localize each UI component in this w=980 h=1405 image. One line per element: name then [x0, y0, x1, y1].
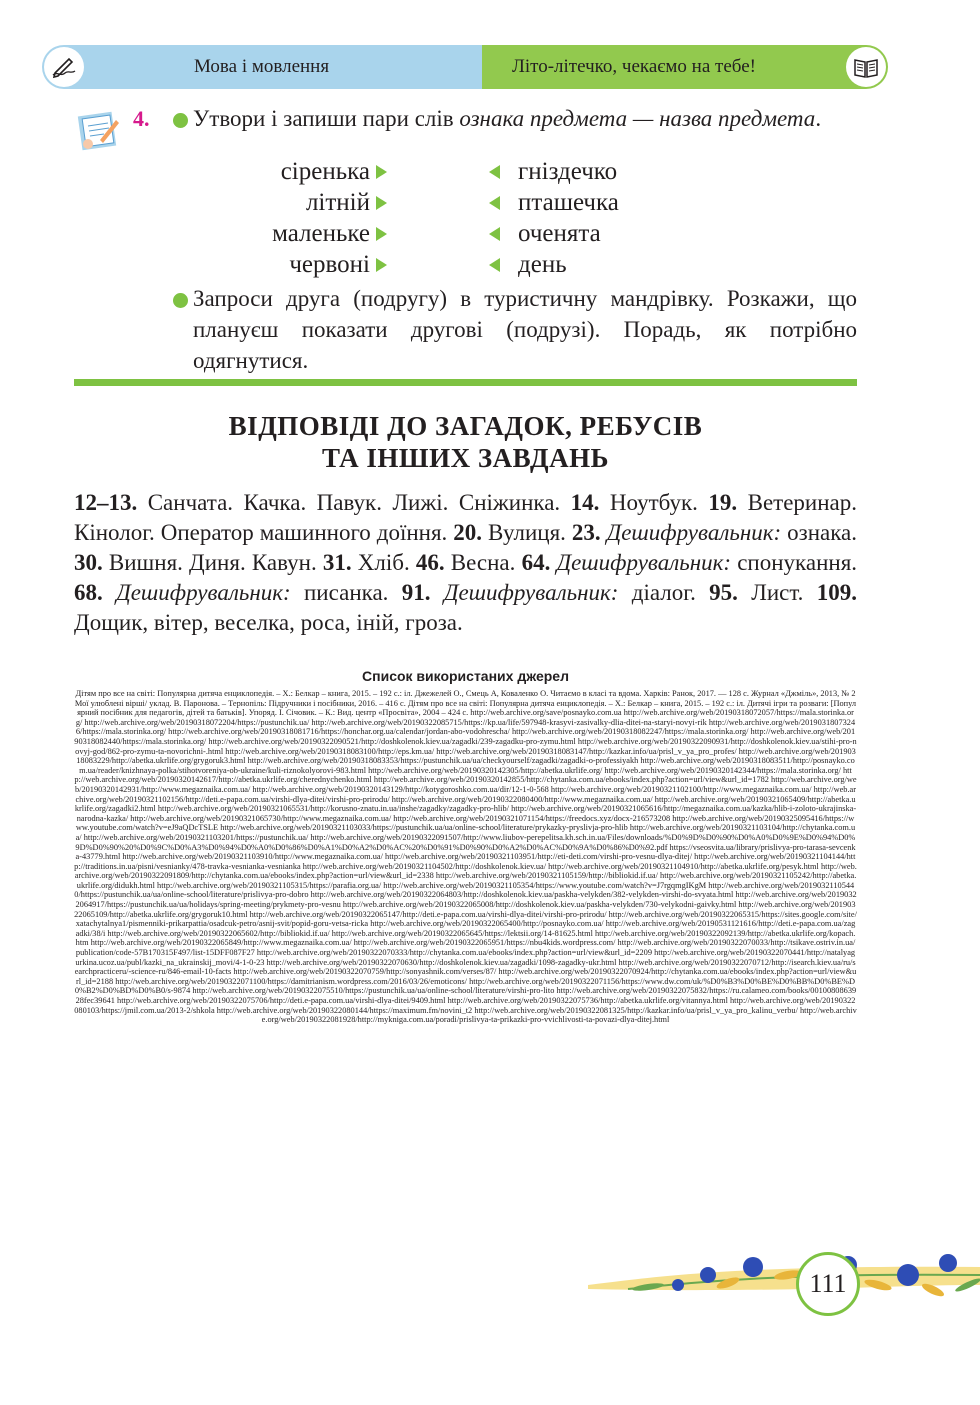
- answer-number: 46.: [415, 550, 445, 575]
- instruction-text: Утвори і запиши пари слів: [193, 106, 454, 131]
- green-bullet-icon: [173, 113, 188, 128]
- answers-text: [74, 488, 857, 638]
- answer-text: спонукання.: [737, 550, 858, 575]
- arrow-right-icon: [376, 258, 387, 272]
- answer-number: 14.: [570, 490, 600, 515]
- header-left-title: Мова і мовлення: [194, 56, 330, 77]
- answer-text: діалог.: [631, 580, 696, 605]
- answer-text: Вишня. Диня. Кавун.: [108, 550, 317, 575]
- instruction-end: .: [815, 106, 822, 131]
- answer-text: Ветеринар. Кінолог. Оператор машинного доїння.: [74, 490, 857, 545]
- answer-italic: Дешифрувальник:: [443, 580, 619, 605]
- pair-left-word: маленьке: [272, 220, 370, 247]
- pair-right-word: оченята: [518, 220, 601, 247]
- answer-number: 109.: [816, 580, 858, 605]
- answer-number: 23.: [571, 520, 601, 545]
- green-bullet-icon: [173, 293, 188, 308]
- answer-text: Санчата. Качка. Павук. Лижі. Сніжинка.: [147, 490, 561, 515]
- arrow-right-icon: [376, 196, 387, 210]
- pair-left-word: червоні: [289, 251, 370, 278]
- task-instruction: [193, 103, 857, 134]
- notebook-writing-icon: [74, 110, 120, 152]
- flower-ornament-icon: [588, 1245, 980, 1320]
- answer-text: ознака.: [787, 520, 857, 545]
- pen-writing-icon: [44, 47, 84, 87]
- pair-left-word: сіренька: [280, 158, 370, 185]
- answers-title: [74, 410, 857, 474]
- answer-italic: Дешифрувальник:: [556, 550, 732, 575]
- answer-number: 91.: [401, 580, 431, 605]
- answer-number: 31.: [322, 550, 352, 575]
- answer-text: Хліб.: [357, 550, 410, 575]
- answer-number: 20.: [453, 520, 482, 545]
- page-number: 111: [796, 1252, 860, 1316]
- answer-text: Дощик, вітер, веселка, роса, іній, гроза.: [74, 610, 463, 635]
- header-right-title: Літо-літечко, чекаємо на тебе!: [512, 56, 756, 77]
- answers-title-line-2: ТА ІНШИХ ЗАВДАНЬ: [322, 443, 609, 473]
- instruction-italic: ознака предмета — назва предмета: [459, 106, 816, 131]
- section-divider: [74, 379, 857, 386]
- answer-number: 12–13.: [74, 490, 138, 515]
- arrow-left-icon: [489, 227, 500, 241]
- arrow-right-icon: [376, 227, 387, 241]
- pair-left-word: літній: [305, 189, 370, 216]
- page-header: [42, 45, 888, 89]
- sources-title: Список використаних джерел: [362, 668, 569, 684]
- answer-number: 64.: [521, 550, 551, 575]
- header-section-right: [482, 45, 888, 89]
- answer-italic: Дешифрувальник:: [606, 520, 782, 545]
- header-section-left: [42, 45, 482, 89]
- answer-text: Вулиця.: [487, 520, 566, 545]
- sources-list: Дітям про все на світі: Популярна дитяча енциклопедія. – Х.: Белкар – книга, 2015. – 192 с.: іл. Джежелей О., Смець А, Коваленко О. Читаємо в класі та вдома. Харків: Ранок, 2017. — 128 с. Журнал «Джміль», 2013, № 2 Мої улюблені вірші/ уклад. В. Паронова. – Тернопіль: Підручники і посібники, 2016. – 416 с. Дітям про все на світі: Популярна дитяча енциклопедія. – Х.: Белкар – книга, 2015. – 192 с.: іл. Дитячі ігри та розваги: [Популярний посібник для педагогів, дітей та батьків]. Упоряд. І. Січовик. – К.: Вид. центр «Просвіта», 2004 – 424 с. http://web.archive.org/save/posnayko.com.ua http://web.archive.org/web/20190318072057/https://mala.storinka.org/ http://web.archive.org/web/20190318072204/https://pustunchik.ua/ http://web.archive.org/web/20190322085715/https://kp.ua/life/597948-krasyvi-zasivalky-dlia-ditei-na-staryi-novyi-rik http://web.archive.org/web/20190318073246/https://mala.storinka.org/ http://web.archive.org/web/20190318081716/https://honchar.org.ua/calendar/jordan-abo-vodohrescha/ http://web.archive.org/web/20190318082247/https://mala.storinka.org/ http://web.archive.org/web/20190318082440/https://mala.storinka.org/ http://web.archive.org/web/20190322090521/http://doshkolenok.kiev.ua/zagadki/239-zagadku-pro-zymu.html http://web.archive.org/web/20190322090931/http://doshkolenok.kiev.ua/stihi-pro-novyj-god/862-pro-zymu-ta-novorichni-.html http://web.archive.org/web/20190318083100/http://eps.km.ua/ http://web.archive.org/web/20190318083147/http://kazkar.info/ua/prisl_v_ya_pro_profes/ http://web.archive.org/web/20190318083229/http://abetka.ukrlife.org/grygoruk3.html http://web.archive.org/web/20190318083353/https://pustunchik.ua/ua/checkyourself/zagadki/zagadki-o-professiyakh http://web.archive.org/web/20190318083511/http://posnayko.com.ua/reader/knizhnaya-polka/stihotvoreniya-ob-ukraine/kuli-riznokolyorovi-983.html http://web.archive.org/web/20190320142305/http://abetka.ukrlife.org/ http://web.archive.org/web/20190320142344/https://mala.storinka.org/ http://web.archive.org/web/20190320142617/http://abetka.ukrlife.org/cherednychenko.html http://web.archive.org/web/20190320142855/http://chytanka.com.ua/ebooks/index.php?action=url/view&url_id=1782 http://web.archive.org/web/20190320142931/http://www.megaznaika.com.ua/ http://web.archive.org/web/20190320143129/http://kotygoroshko.com.ua/dir/12-1-0-568 http://web.archive.org/web/20190321102100/http://www.megaznaika.com.ua/ http://web.archive.org/web/20190321102156/http://deti.e-papa.com.ua/virshi-dlya-ditei/virshi-pro-prirodu/ http://web.archive.org/web/20190322080400/http://www.megaznaika.com.ua/ http://web.archive.org/web/20190321065409/http://abetka.ukrlife.org/zagadki2.html http://web.archive.org/web/20190321065531/http://korusno-znatu.in.ua/inshe/zagadky/zagadky-pro-hlib/ http://web.archive.org/web/20190321065616/http://megaznaika.com.ua/kazka/hlib-i-zoloto-ukrajinska-narodna-kazka/ http://web.archive.org/web/20190321065730/http://www.megaznaika.com.ua/ http://web.archive.org/web/20190321071154/https://freedocs.xyz/docx-216573208 http://web.archive.org/web/20190325095416/https://www.youtube.com/watch?v=eJ9aQDcTSLE http://web.archive.org/web/20190321103033/https://pustunchik.ua/ua/online-school/literature/prykazky-pryslivja-pro-hlib http://web.archive.org/web/20190321103104/http://chytanka.com.ua/ http://web.archive.org/web/20190321103201/https://pustunchik.ua/ http://web.archive.org/web/20190322091507/http://www.liubov-perepelitsa.kh.sch.in.ua/Files/downloads/%D0%9D%D0%90%D0%A0%D0%9E%D0%94%D0%9D%D0%90%20%D0%9C%D0%A3%D0%94%D0%A0%D0%86%D0%A1%D0%A2%D0%AC%20%D0%91%D0%90%D0%A2%D0%AC%D0%9A%D0%86%D0%92.pdf https://vseosvita.ua/library/prislivya-pro-tarasa-sevcenka-43779.html http://web.archive.org/web/20190321103910/http://www.megaznaika.com.ua/ http://web.archive.org/web/20190321103951/http://eti-deti.com/virshi-pro-vesnu-dlya-ditej/ http://web.archive.org/web/20190321104144/http://traditions.in.ua/pisni/vesnianky/478-travka-vesnianka-vesnianka http://web.archive.org/web/20190321104502/http://doshkolenok.kiev.ua/ http://web.archive.org/web/20190321104910/http://abetka.ukrlife.org/pesyk.html http://web.archive.org/web/20190322091809/http://chytanka.com.ua/ebooks/index.php?action=url/view&url_id=2338 http://web.archive.org/web/20190321105159/http://bibliokid.if.ua/ http://web.archive.org/web/20190321105242/http://abetka.ukrlife.org/didukh.html http://web.archive.org/web/20190321105315/https://parafia.org.ua/ http://web.archive.org/web/20190321105354/https://www.youtube.com/watch?v=J7rgqmgIKgM http://web.archive.org/web/20190321105440/https://pustunchik.ua/ua/online-school/literature/prislivya-pro-dobro http://web.archive.org/web/20190322064803/http://doshkolenok.kiev.ua/paskha-velykden/382-velykden-virshi-do-svyata.html http://web.archive.org/web/20190322064917/https://pustunchik.ua/ua/holidays/spring-meeting/prykmety-pro-vesnu http://web.archive.org/web/20190322065008/http://doshkolenok.kiev.ua/paskha-velykden/730-velykodni-gaivky.html http://web.archive.org/web/20190322065109/http://abetka.ukrlife.org/grygoruk10.html http://web.archive.org/web/20190322065147/http://deti.e-papa.com.ua/virshi-dlya-ditei/virshi-pro-prirodu/ http://web.archive.org/web/20190322065315/https://sites.google.com/site/xatachytalnya1/pismenniki-prikarpattia/osadcuk-petro/asnij-svit/popid-goru-vetsa-ricka http://web.archive.org/web/20190322065400/http://posnayko.com.ua/ http://web.archive.org/web/20190531121616/http://deti.e-papa.com.ua/zagadki/38/i http://web.archive.org/web/20190322065602/http://bibliokid.if.ua/ http://web.archive.org/web/20190322065645/https://lektsii.org/14-81625.html http://web.archive.org/web/20190322092139/http://abetka.ukrlife.org/kopach.htm http://web.archive.org/web/20190322065849/http://www.megaznaika.com.ua/ http://web.archive.org/web/20190322065951/https://nbu4kids.wordpress.com/ http://web.archive.org/web/20190322070033/http://tsikave.ostriv.in.ua/publication/code-57B170315F497/list-15DFF087F27 http://web.archive.org/web/20190322070333/http://chytanka.com.ua/ebooks/index.php?action=url/view&url_id=2209 http://web.archive.org/web/20190322070441/http://natalyagurkina.ucoz.ua/publ/kazki_na_ukrainskij_movi/4-1-0-23 http://web.archive.org/web/20190322070630/http://doshkolenok.kiev.ua/zagadki/1098-zagadky-ukr.html http://web.archive.org/web/20190322070712/http://isearch.kiev.ua/ru/searchpracticeru/-science-ru/846-email-10-facts http://web.archive.org/web/20190322070759/http://sonyashnik.com/verses/87/ http://web.archive.org/web/20190322070924/http://chytanka.com.ua/ebooks/index.php?action=url/view&url_id=2188 http://web.archive.org/web/20190322071100/https://damitrianism.wordpress.com/2016/03/26/emoticons/ http://web.archive.org/web/20190322071156/https://www.dw.com/uk/%D0%B3%D0%BE%D0%BB%D0%BE%D0%B2%D0%BD%D0%B0/s-9874 http://web.archive.org/web/20190322075510/https://pustunchik.ua/ua/online-school/literature/virshi-pro-lito http://web.archive.org/web/20190322075832/https://ru.calameo.com/books/0010080863928fec39641 http://web.archive.org/web/20190322075706/http://deti.e-papa.com.ua/virshi-dlya-ditei/9409.html http://web.archive.org/web/20190322075736/http://abetka.ukrlife.org/vitannya.html http://web.archive.org/web/20190322080103/https://jmil.com.ua/2013-2/shkola http://web.archive.org/web/20190322080144/https://maximum.fm/novini_t2 http://web.archive.org/web/20190322081325/http://kazkar.info/ua/prisl_v_ya_pro_kalinu_verbu/ http://web.archive.org/web/20190322081928/http://mykniga.com.ua/poradi/prislivya-ta-prikazki-pro-vvichlivosti-ta-povazi-dlya-ditej.html: [74, 689, 857, 1025]
- arrow-right-icon: [376, 165, 387, 179]
- answers-title-line-1: ВІДПОВІДІ ДО ЗАГАДОК, РЕБУСІВ: [228, 411, 703, 441]
- answer-text: писанка.: [304, 580, 389, 605]
- arrow-left-icon: [489, 196, 500, 210]
- task-number: 4.: [133, 106, 150, 131]
- pair-right-word: день: [518, 251, 567, 278]
- answer-number: 68.: [74, 580, 103, 605]
- arrow-left-icon: [489, 165, 500, 179]
- answer-italic: Дешифрувальник:: [116, 580, 291, 605]
- task-paragraph-2: Запроси друга (подругу) в туристичну мандрівку. Розкажи, що плануєш показати другові (подрузі). Порадь, як потрібно одягнутися.: [193, 286, 857, 373]
- pair-right-word: пташечка: [518, 189, 619, 216]
- answer-text: Весна.: [450, 550, 516, 575]
- pair-right-word: гніздечко: [518, 158, 618, 185]
- answer-text: Ноутбук.: [609, 490, 698, 515]
- arrow-left-icon: [489, 258, 500, 272]
- answer-number: 30.: [74, 550, 103, 575]
- answer-text: Лист.: [751, 580, 804, 605]
- answer-number: 95.: [709, 580, 738, 605]
- open-book-icon: [846, 47, 886, 87]
- answer-number: 19.: [708, 490, 738, 515]
